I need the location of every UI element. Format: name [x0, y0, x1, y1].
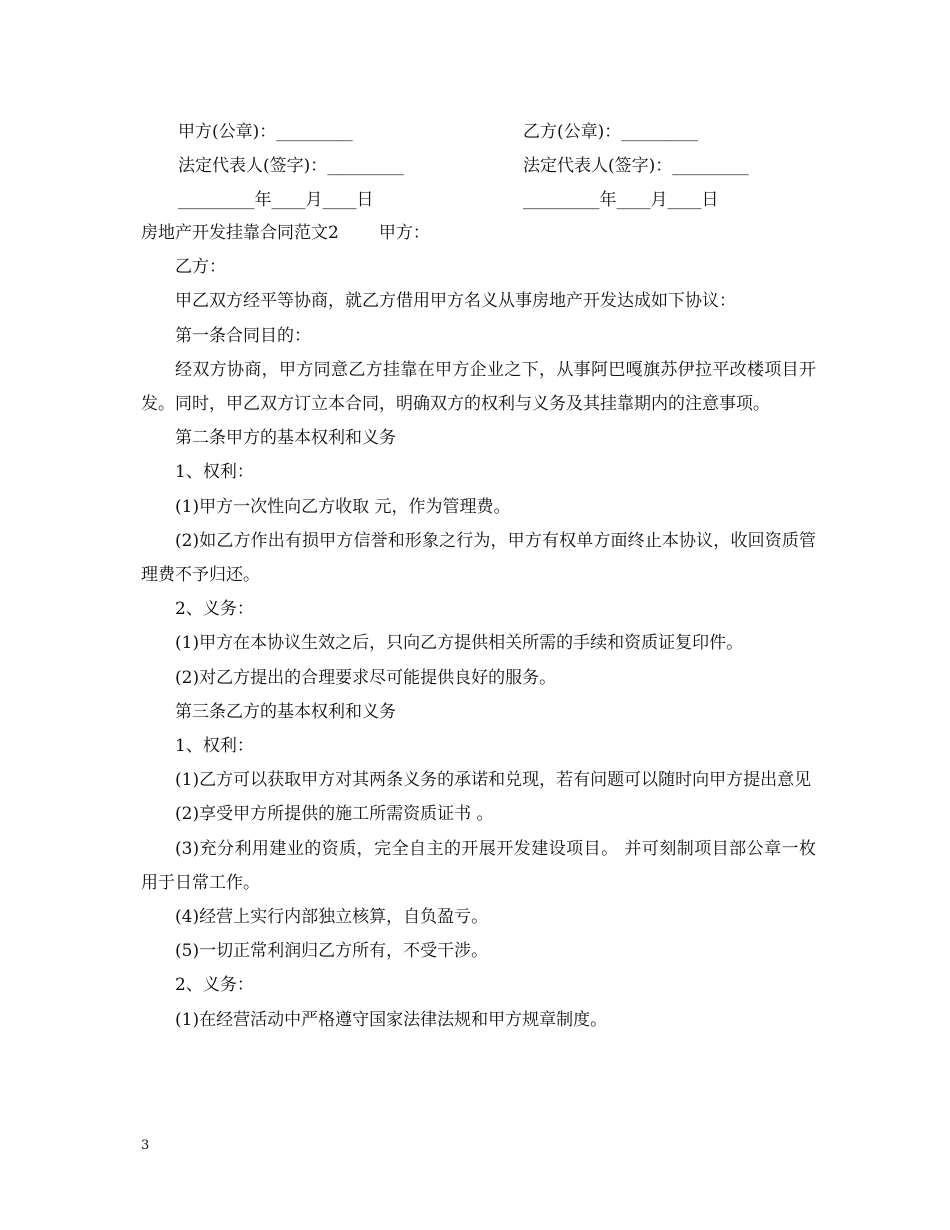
article-3-rights-item-1: (1)乙方可以获取甲方对其两条义务的承诺和兑现，若有问题可以随时向甲方提出意见 [175, 770, 812, 791]
agreement-intro: 甲乙双方经平等协商，就乙方借用甲方名义从事房地产开发达成如下协议： [175, 291, 736, 312]
contract-title: 房地产开发挂靠合同范文2 [141, 223, 339, 243]
article-3-rights-item-4: (4)经营上实行内部独立核算，自负盈亏。 [175, 907, 489, 928]
signature-row-date [0, 185, 950, 215]
party-b-seal-line: 乙方(公章)：_________ [523, 122, 698, 142]
article-3-duties-item-1: (1)在经营活动中严格遵守国家法律法规和甲方规章制度。 [175, 1009, 608, 1030]
article-1-text: 经双方协商，甲方同意乙方挂靠在甲方企业之下，从事阿巴嘎旗苏伊拉平改楼项目开发。同时，甲乙双方订立本合同，明确双方的权利与义务及其挂靠期内的注意事项。 [141, 359, 816, 415]
party-b-date-line: _________年____月____日 [523, 190, 719, 210]
article-3-rights-heading: 1、权利： [175, 736, 254, 757]
signature-row-seal [0, 117, 950, 147]
contract-body [141, 216, 816, 1037]
article-3-rights-item-3: (3)充分利用建业的资质，完全自主的开展开发建设项目。 并可刻制项目部公章一枚用于日常工作。 [141, 838, 816, 893]
party-b-label: 乙方： [175, 257, 226, 278]
party-a-seal-line: 甲方(公章)：_________ [178, 122, 353, 142]
article-2-rights-item-2: (2)如乙方作出有损甲方信誉和形象之行为，甲方有权单方面终止本协议，收回资质管理费不予归还。 [141, 530, 816, 586]
article-1-heading: 第一条合同目的： [175, 325, 311, 346]
article-2-rights-item-1: (1)甲方一次性向乙方收取 元，作为管理费。 [175, 496, 511, 517]
page-number: 3 [141, 1138, 150, 1153]
contract-title-line [141, 216, 816, 250]
article-3-rights-item-2: (2)享受甲方所提供的施工所需资质证书 。 [175, 804, 494, 825]
article-2-heading: 第二条甲方的基本权利和义务 [175, 428, 396, 449]
party-a-label: 甲方： [378, 223, 430, 243]
article-3-rights-item-5: (5)一切正常利润归乙方所有，不受干涉。 [175, 941, 489, 962]
article-3-heading: 第三条乙方的基本权利和义务 [175, 701, 396, 722]
article-2-rights-heading: 1、权利： [175, 462, 254, 483]
article-2-duties-item-1: (1)甲方在本协议生效之后，只向乙方提供相关所需的手续和资质证复印件。 [175, 633, 744, 654]
article-2-duties-item-2: (2)对乙方提出的合理要求尽可能提供良好的服务。 [175, 667, 557, 688]
article-3-duties-heading: 2、义务： [175, 975, 254, 996]
party-a-date-line: _________年____月____日 [178, 190, 374, 210]
signature-row-representative [0, 151, 950, 181]
party-a-representative-line: 法定代表人(签字)：_________ [178, 156, 404, 176]
party-b-representative-line: 法定代表人(签字)：_________ [523, 156, 749, 176]
article-2-duties-heading: 2、义务： [175, 599, 254, 620]
